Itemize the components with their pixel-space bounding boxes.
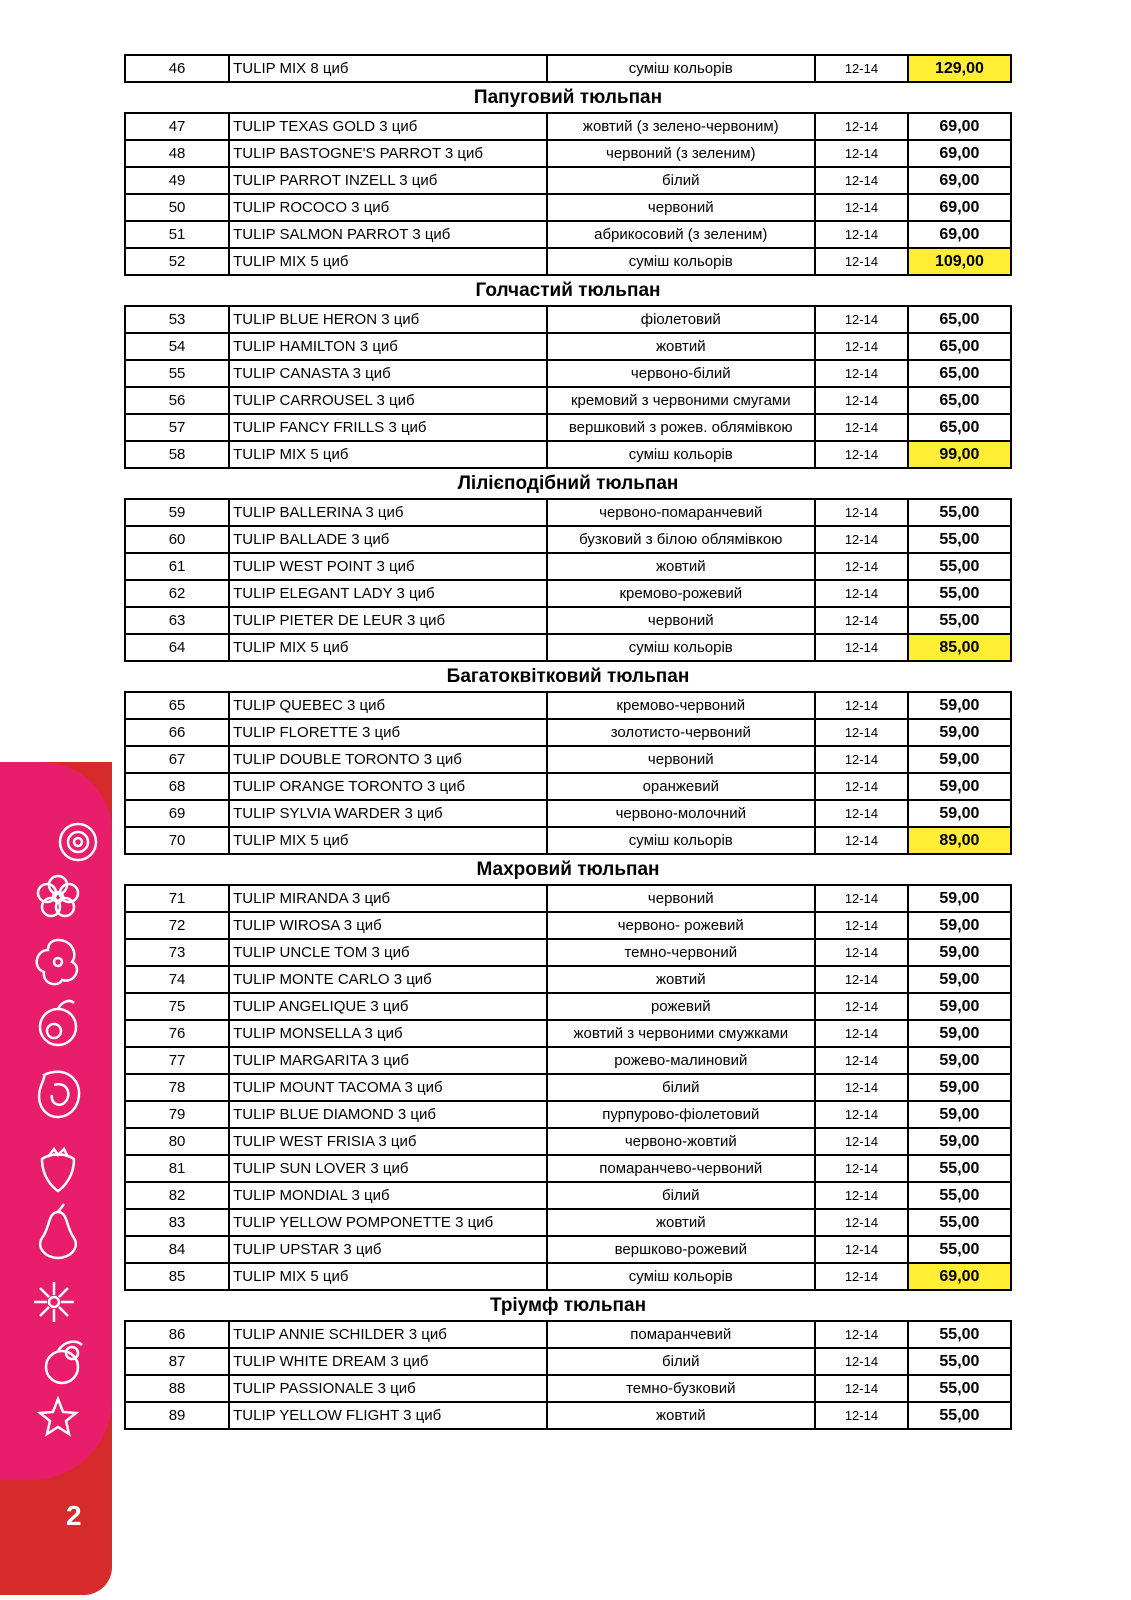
item-name: TULIP WEST FRISIA 3 циб	[229, 1128, 546, 1155]
table-row	[125, 580, 1011, 607]
item-size: 12-14	[815, 1209, 908, 1236]
item-color: фіолетовий	[547, 306, 815, 333]
item-color: темно-червоний	[547, 939, 815, 966]
item-price: 59,00	[908, 746, 1011, 773]
item-number: 76	[125, 1020, 229, 1047]
item-name: TULIP CANASTA 3 циб	[229, 360, 546, 387]
item-size: 12-14	[815, 800, 908, 827]
item-number: 68	[125, 773, 229, 800]
item-color: суміш кольорів	[547, 827, 815, 854]
table-row	[125, 55, 1011, 82]
item-color: червоно-молочний	[547, 800, 815, 827]
rose-icon	[60, 824, 96, 860]
section-title: Тріумф тюльпан	[489, 1295, 647, 1316]
item-number: 80	[125, 1128, 229, 1155]
item-size: 12-14	[815, 1020, 908, 1047]
table-row	[125, 553, 1011, 580]
item-size: 12-14	[815, 194, 908, 221]
table-row	[125, 1128, 1011, 1155]
item-number: 46	[125, 55, 229, 82]
item-name: TULIP MIX 5 циб	[229, 441, 546, 468]
price-table	[124, 691, 1012, 855]
item-name: TULIP YELLOW POMPONETTE 3 циб	[229, 1209, 546, 1236]
table-row	[125, 1020, 1011, 1047]
item-size: 12-14	[815, 526, 908, 553]
item-color: помаранчево-червоний	[547, 1155, 815, 1182]
item-color: суміш кольорів	[547, 634, 815, 661]
table-row	[125, 140, 1011, 167]
table-row	[125, 1348, 1011, 1375]
item-size: 12-14	[815, 333, 908, 360]
item-number: 54	[125, 333, 229, 360]
item-price: 59,00	[908, 719, 1011, 746]
price-table	[124, 498, 1012, 662]
item-size: 12-14	[815, 634, 908, 661]
item-number: 71	[125, 885, 229, 912]
item-price: 59,00	[908, 1047, 1011, 1074]
section-title: Лілієподібний тюльпан	[457, 473, 679, 494]
item-price: 69,00	[908, 113, 1011, 140]
table-row	[125, 773, 1011, 800]
item-color: червоний	[547, 885, 815, 912]
item-price: 85,00	[908, 634, 1011, 661]
item-size: 12-14	[815, 113, 908, 140]
item-size: 12-14	[815, 1402, 908, 1429]
item-price: 65,00	[908, 387, 1011, 414]
item-number: 69	[125, 800, 229, 827]
item-number: 70	[125, 827, 229, 854]
item-number: 53	[125, 306, 229, 333]
item-number: 63	[125, 607, 229, 634]
item-name: TULIP BASTOGNE'S PARROT 3 циб	[229, 140, 546, 167]
item-price: 55,00	[908, 1209, 1011, 1236]
table-row	[125, 1155, 1011, 1182]
item-color: бузковий з білою облямівкою	[547, 526, 815, 553]
star-flower-icon	[40, 1399, 76, 1434]
item-price: 89,00	[908, 827, 1011, 854]
price-table	[124, 1320, 1012, 1430]
pear-icon	[40, 1204, 76, 1258]
item-price: 109,00	[908, 248, 1011, 275]
item-name: TULIP SALMON PARROT 3 циб	[229, 221, 546, 248]
item-name: TULIP TEXAS GOLD 3 циб	[229, 113, 546, 140]
item-price: 55,00	[908, 607, 1011, 634]
section-title: Голчастий тюльпан	[475, 280, 661, 301]
item-name: TULIP ORANGE TORONTO 3 циб	[229, 773, 546, 800]
price-table	[124, 112, 1012, 276]
item-number: 84	[125, 1236, 229, 1263]
item-size: 12-14	[815, 387, 908, 414]
item-number: 65	[125, 692, 229, 719]
table-row	[125, 1047, 1011, 1074]
table-row	[125, 1321, 1011, 1348]
item-number: 56	[125, 387, 229, 414]
item-price: 59,00	[908, 1020, 1011, 1047]
item-color: оранжевий	[547, 773, 815, 800]
table-row	[125, 306, 1011, 333]
item-color: червоно-жовтий	[547, 1128, 815, 1155]
table-row	[125, 1209, 1011, 1236]
item-price: 59,00	[908, 1128, 1011, 1155]
item-size: 12-14	[815, 1263, 908, 1290]
table-row	[125, 113, 1011, 140]
item-size: 12-14	[815, 360, 908, 387]
item-color: жовтий	[547, 1209, 815, 1236]
item-number: 47	[125, 113, 229, 140]
item-size: 12-14	[815, 441, 908, 468]
table-row	[125, 1236, 1011, 1263]
item-color: червоно- рожевий	[547, 912, 815, 939]
table-row	[125, 248, 1011, 275]
item-name: TULIP WIROSA 3 циб	[229, 912, 546, 939]
item-number: 88	[125, 1375, 229, 1402]
item-price: 59,00	[908, 1101, 1011, 1128]
item-price: 69,00	[908, 140, 1011, 167]
item-price: 59,00	[908, 773, 1011, 800]
item-price: 99,00	[908, 441, 1011, 468]
item-color: червоний	[547, 194, 815, 221]
page-number: 2	[66, 1500, 82, 1531]
item-color: вершково-рожевий	[547, 1236, 815, 1263]
item-number: 61	[125, 553, 229, 580]
item-name: TULIP MOUNT TACOMA 3 циб	[229, 1074, 546, 1101]
item-color: кремово-червоний	[547, 692, 815, 719]
item-size: 12-14	[815, 221, 908, 248]
item-price: 59,00	[908, 692, 1011, 719]
item-number: 58	[125, 441, 229, 468]
item-number: 66	[125, 719, 229, 746]
table-row	[125, 194, 1011, 221]
item-color: білий	[547, 167, 815, 194]
table-row	[125, 1263, 1011, 1290]
section-title: Папуговий тюльпан	[473, 87, 663, 108]
item-name: TULIP MIX 5 циб	[229, 827, 546, 854]
item-name: TULIP HAMILTON 3 циб	[229, 333, 546, 360]
item-number: 50	[125, 194, 229, 221]
item-color: вершковий з рожев. облямівкою	[547, 414, 815, 441]
fruit-icon	[40, 1001, 76, 1045]
table-row	[125, 607, 1011, 634]
item-name: TULIP PIETER DE LEUR 3 циб	[229, 607, 546, 634]
item-color: білий	[547, 1074, 815, 1101]
item-color: білий	[547, 1348, 815, 1375]
table-row	[125, 939, 1011, 966]
table-row	[125, 966, 1011, 993]
item-size: 12-14	[815, 553, 908, 580]
table-row	[125, 1101, 1011, 1128]
item-number: 64	[125, 634, 229, 661]
item-color: жовтий	[547, 553, 815, 580]
item-size: 12-14	[815, 1074, 908, 1101]
item-size: 12-14	[815, 55, 908, 82]
item-size: 12-14	[815, 1101, 908, 1128]
item-color: жовтий	[547, 333, 815, 360]
strawberry-icon	[42, 1149, 74, 1191]
table-row	[125, 167, 1011, 194]
table-row	[125, 634, 1011, 661]
item-color: червоний (з зеленим)	[547, 140, 815, 167]
item-price: 55,00	[908, 526, 1011, 553]
item-name: TULIP WEST POINT 3 циб	[229, 553, 546, 580]
item-name: TULIP MARGARITA 3 циб	[229, 1047, 546, 1074]
flower-icon	[38, 876, 78, 916]
item-size: 12-14	[815, 993, 908, 1020]
item-size: 12-14	[815, 306, 908, 333]
table-row	[125, 526, 1011, 553]
item-name: TULIP ELEGANT LADY 3 циб	[229, 580, 546, 607]
item-price: 55,00	[908, 1236, 1011, 1263]
item-name: TULIP MIX 8 циб	[229, 55, 546, 82]
item-color: червоний	[547, 607, 815, 634]
item-name: TULIP BALLADE 3 циб	[229, 526, 546, 553]
item-number: 59	[125, 499, 229, 526]
item-color: червоно-помаранчевий	[547, 499, 815, 526]
item-price: 65,00	[908, 360, 1011, 387]
item-color: золотисто-червоний	[547, 719, 815, 746]
item-size: 12-14	[815, 719, 908, 746]
price-list	[124, 54, 1012, 1430]
item-size: 12-14	[815, 580, 908, 607]
item-number: 78	[125, 1074, 229, 1101]
item-number: 52	[125, 248, 229, 275]
price-table	[124, 54, 1012, 83]
item-price: 69,00	[908, 1263, 1011, 1290]
item-name: TULIP CARROUSEL 3 циб	[229, 387, 546, 414]
section-title: Багатоквітковий тюльпан	[446, 666, 690, 687]
item-size: 12-14	[815, 499, 908, 526]
table-row	[125, 885, 1011, 912]
item-number: 74	[125, 966, 229, 993]
item-number: 49	[125, 167, 229, 194]
table-row	[125, 993, 1011, 1020]
item-price: 69,00	[908, 194, 1011, 221]
item-name: TULIP SUN LOVER 3 циб	[229, 1155, 546, 1182]
item-name: TULIP DOUBLE TORONTO 3 циб	[229, 746, 546, 773]
daisy-icon	[34, 1282, 74, 1322]
table-row	[125, 719, 1011, 746]
item-name: TULIP BLUE HERON 3 циб	[229, 306, 546, 333]
item-number: 83	[125, 1209, 229, 1236]
item-color: білий	[547, 1182, 815, 1209]
item-size: 12-14	[815, 167, 908, 194]
table-row	[125, 441, 1011, 468]
item-price: 129,00	[908, 55, 1011, 82]
item-price: 55,00	[908, 1182, 1011, 1209]
decorative-sidebar	[0, 762, 112, 1595]
item-price: 55,00	[908, 1375, 1011, 1402]
item-name: TULIP SYLVIA WARDER 3 циб	[229, 800, 546, 827]
item-price: 55,00	[908, 580, 1011, 607]
item-name: TULIP MONTE CARLO 3 циб	[229, 966, 546, 993]
item-number: 77	[125, 1047, 229, 1074]
item-number: 87	[125, 1348, 229, 1375]
item-color: темно-бузковий	[547, 1375, 815, 1402]
table-row	[125, 221, 1011, 248]
item-color: кремовий з червоними смугами	[547, 387, 815, 414]
item-size: 12-14	[815, 912, 908, 939]
item-color: червоний	[547, 746, 815, 773]
item-color: суміш кольорів	[547, 55, 815, 82]
table-row	[125, 1074, 1011, 1101]
item-size: 12-14	[815, 885, 908, 912]
item-size: 12-14	[815, 939, 908, 966]
item-number: 72	[125, 912, 229, 939]
item-color: жовтий	[547, 966, 815, 993]
item-size: 12-14	[815, 966, 908, 993]
item-size: 12-14	[815, 1375, 908, 1402]
item-name: TULIP MIX 5 циб	[229, 1263, 546, 1290]
item-number: 89	[125, 1402, 229, 1429]
item-size: 12-14	[815, 248, 908, 275]
item-price: 55,00	[908, 1402, 1011, 1429]
hibiscus-icon	[37, 940, 77, 984]
item-price: 55,00	[908, 499, 1011, 526]
item-number: 48	[125, 140, 229, 167]
price-table	[124, 884, 1012, 1291]
price-table	[124, 305, 1012, 469]
item-size: 12-14	[815, 140, 908, 167]
item-color: рожевий	[547, 993, 815, 1020]
item-size: 12-14	[815, 1128, 908, 1155]
item-number: 55	[125, 360, 229, 387]
item-color: суміш кольорів	[547, 248, 815, 275]
item-price: 55,00	[908, 1155, 1011, 1182]
item-price: 59,00	[908, 912, 1011, 939]
table-row	[125, 1375, 1011, 1402]
item-name: TULIP PARROT INZELL 3 циб	[229, 167, 546, 194]
item-name: TULIP MIX 5 циб	[229, 248, 546, 275]
rose-large-icon	[39, 1072, 79, 1117]
item-color: жовтий	[547, 1402, 815, 1429]
item-name: TULIP WHITE DREAM 3 циб	[229, 1348, 546, 1375]
item-size: 12-14	[815, 1321, 908, 1348]
table-row	[125, 1182, 1011, 1209]
table-row	[125, 387, 1011, 414]
item-number: 62	[125, 580, 229, 607]
item-size: 12-14	[815, 1182, 908, 1209]
item-number: 51	[125, 221, 229, 248]
item-price: 69,00	[908, 167, 1011, 194]
table-row	[125, 800, 1011, 827]
table-row	[125, 414, 1011, 441]
table-row	[125, 499, 1011, 526]
item-number: 79	[125, 1101, 229, 1128]
table-row	[125, 746, 1011, 773]
item-number: 73	[125, 939, 229, 966]
item-name: TULIP FANCY FRILLS 3 циб	[229, 414, 546, 441]
item-name: TULIP QUEBEC 3 циб	[229, 692, 546, 719]
item-number: 85	[125, 1263, 229, 1290]
item-number: 81	[125, 1155, 229, 1182]
item-price: 65,00	[908, 414, 1011, 441]
item-price: 59,00	[908, 993, 1011, 1020]
citrus-icon	[46, 1342, 82, 1383]
item-name: TULIP FLORETTE 3 циб	[229, 719, 546, 746]
item-color: жовтий з червоними смужками	[547, 1020, 815, 1047]
item-price: 65,00	[908, 333, 1011, 360]
table-row	[125, 1402, 1011, 1429]
item-name: TULIP MIX 5 циб	[229, 634, 546, 661]
item-name: TULIP MIRANDA 3 циб	[229, 885, 546, 912]
item-name: TULIP ROCOCO 3 циб	[229, 194, 546, 221]
item-size: 12-14	[815, 1047, 908, 1074]
item-number: 67	[125, 746, 229, 773]
flower-ornament-icon	[28, 802, 108, 1442]
item-name: TULIP PASSIONALE 3 циб	[229, 1375, 546, 1402]
item-price: 55,00	[908, 553, 1011, 580]
item-price: 59,00	[908, 800, 1011, 827]
item-size: 12-14	[815, 773, 908, 800]
item-name: TULIP MONDIAL 3 циб	[229, 1182, 546, 1209]
table-row	[125, 692, 1011, 719]
item-name: TULIP UPSTAR 3 циб	[229, 1236, 546, 1263]
item-name: TULIP YELLOW FLIGHT 3 циб	[229, 1402, 546, 1429]
item-color: помаранчевий	[547, 1321, 815, 1348]
table-row	[125, 827, 1011, 854]
item-price: 59,00	[908, 966, 1011, 993]
item-number: 75	[125, 993, 229, 1020]
item-size: 12-14	[815, 414, 908, 441]
item-name: TULIP UNCLE TOM 3 циб	[229, 939, 546, 966]
item-number: 57	[125, 414, 229, 441]
item-color: червоно-білий	[547, 360, 815, 387]
item-name: TULIP ANGELIQUE 3 циб	[229, 993, 546, 1020]
item-color: суміш кольорів	[547, 441, 815, 468]
table-row	[125, 333, 1011, 360]
item-name: TULIP BLUE DIAMOND 3 циб	[229, 1101, 546, 1128]
item-price: 59,00	[908, 939, 1011, 966]
item-color: пурпурово-фіолетовий	[547, 1101, 815, 1128]
item-color: абрикосовий (з зеленим)	[547, 221, 815, 248]
item-size: 12-14	[815, 746, 908, 773]
item-number: 86	[125, 1321, 229, 1348]
item-color: жовтий (з зелено-червоним)	[547, 113, 815, 140]
item-price: 65,00	[908, 306, 1011, 333]
item-name: TULIP ANNIE SCHILDER 3 циб	[229, 1321, 546, 1348]
item-number: 82	[125, 1182, 229, 1209]
item-number: 60	[125, 526, 229, 553]
item-price: 59,00	[908, 885, 1011, 912]
section-title: Махровий тюльпан	[476, 859, 660, 880]
item-price: 59,00	[908, 1074, 1011, 1101]
item-color: суміш кольорів	[547, 1263, 815, 1290]
item-size: 12-14	[815, 692, 908, 719]
item-name: TULIP MONSELLA 3 циб	[229, 1020, 546, 1047]
item-size: 12-14	[815, 827, 908, 854]
item-size: 12-14	[815, 607, 908, 634]
item-size: 12-14	[815, 1155, 908, 1182]
item-price: 55,00	[908, 1348, 1011, 1375]
item-color: рожево-малиновий	[547, 1047, 815, 1074]
item-price: 69,00	[908, 221, 1011, 248]
table-row	[125, 912, 1011, 939]
item-size: 12-14	[815, 1348, 908, 1375]
item-size: 12-14	[815, 1236, 908, 1263]
item-color: кремово-рожевий	[547, 580, 815, 607]
item-name: TULIP BALLERINA 3 циб	[229, 499, 546, 526]
table-row	[125, 360, 1011, 387]
item-price: 55,00	[908, 1321, 1011, 1348]
